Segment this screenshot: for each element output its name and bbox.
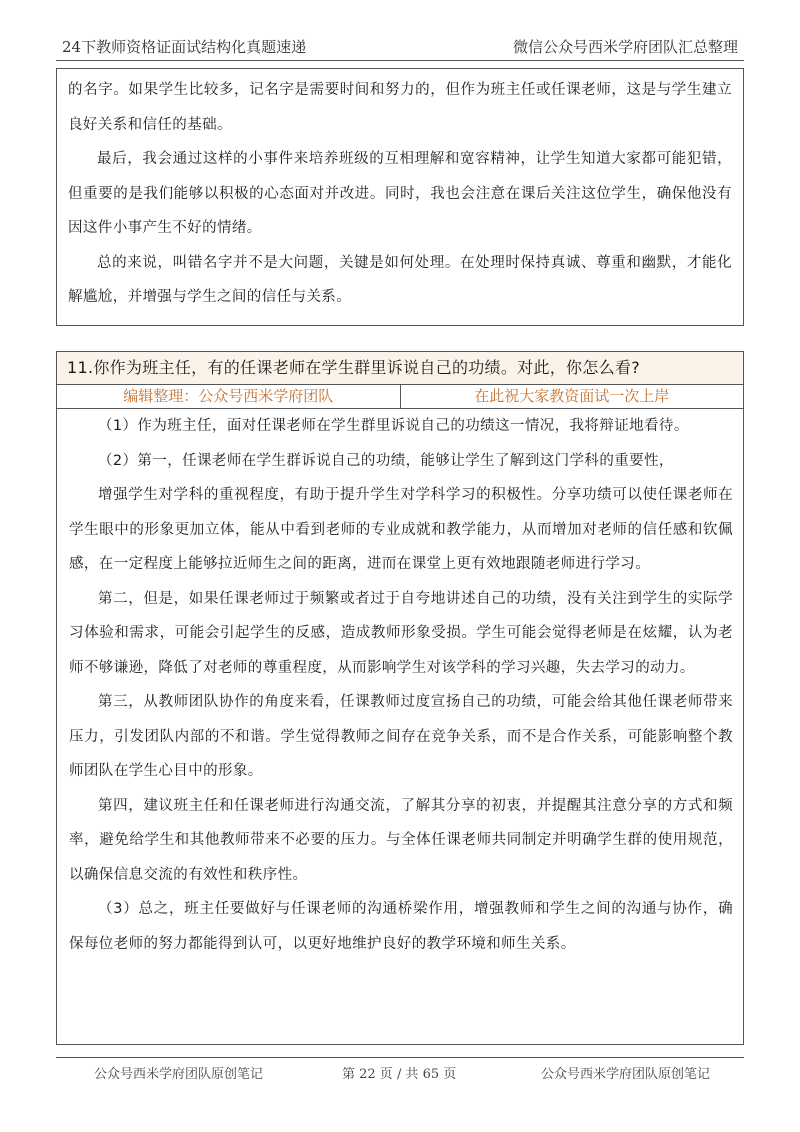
- footer-left-note: 公众号西米学府团队原创笔记: [94, 1067, 264, 1082]
- paragraph: 第二，但是，如果任课老师过于频繁或者过于自夸地讲述自己的功绩，没有关注到学生的实际学习体验和需求，可能会引起学生的反感，造成教师形象受损。学生可能会觉得老师是在炫耀，认为老师不够谦逊，降低了对老师的尊重程度，从而影响学生对该学科的学习兴趣，失去学习的动力。: [69, 590, 733, 676]
- paragraph: 最后，我会通过这样的小事件来培养班级的互相理解和宽容精神，让学生知道大家都可能犯错，但重要的是我们能够以积极的心态面对并改进。同时，我也会注意在课后关注这位学生，确保他没有因这件小事产生不好的情绪。: [68, 151, 732, 236]
- answer-continuation-box: [56, 68, 744, 326]
- footer-right-note: 公众号西米学府团队原创笔记: [540, 1067, 710, 1082]
- page-footer: [56, 1057, 744, 1084]
- paragraph: 第三，从教师团队协作的角度来看，任课教师过度宣扬自己的功绩，可能会给其他任课老师带来压力，引发团队内部的不和谐。学生觉得教师之间存在竞争关系，而不是合作关系，可能影响整个教师团队在学生心目中的形象。: [69, 694, 733, 779]
- question-title: 11.你作为班主任，有的任课老师在学生群里诉说自己的功绩。对此，你怎么看?: [57, 352, 743, 385]
- paragraph: 的名字。如果学生比较多，记名字是需要时间和努力的，但作为班主任或任课老师，这是与学生建立良好关系和信任的基础。: [68, 82, 732, 133]
- paragraph: （1）作为班主任，面对任课老师在学生群里诉说自己的功绩这一情况，我将辩证地看待。: [98, 418, 689, 434]
- paragraph: （3）总之，班主任要做好与任课老师的沟通桥梁作用，增强教师和学生之间的沟通与协作，确保每位老师的努力都能得到认可，以更好地维护良好的教学环境和师生关系。: [69, 901, 733, 952]
- paragraph: 增强学生对学科的重视程度，有助于提升学生对学科学习的积极性。分享功绩可以使任课老师在学生眼中的形象更加立体，能从中看到老师的专业成就和教学能力，从而增加对老师的信任感和钦佩感，在一定程度上能够拉近师生之间的距离，进而在课堂上更有效地跟随老师进行学习。: [69, 487, 733, 572]
- question-box: [56, 351, 744, 1045]
- page-number: 第 22 页 / 共 65 页: [342, 1067, 457, 1082]
- credit-row: [57, 385, 743, 409]
- answer-content: [57, 409, 743, 961]
- page-header: [56, 32, 744, 61]
- credit-editor: 编辑整理：公众号西米学府团队: [57, 385, 401, 408]
- header-source: 微信公众号西米学府团队汇总整理: [512, 38, 738, 56]
- credit-wish: 在此祝大家教资面试一次上岸: [474, 387, 670, 405]
- paragraph: 总的来说，叫错名字并不是大问题，关键是如何处理。在处理时保持真诚、尊重和幽默，才能化解尴尬，并增强与学生之间的信任与关系。: [68, 254, 732, 305]
- paragraph: （2）第一，任课老师在学生群诉说自己的功绩，能够让学生了解到这门学科的重要性，: [98, 452, 674, 469]
- paragraph: 第四，建议班主任和任课老师进行沟通交流，了解其分享的初衷，并提醒其注意分享的方式和频率，避免给学生和其他教师带来不必要的压力。与全体任课老师共同制定并明确学生群的使用规范，以确保信息交流的有效性和秩序性。: [69, 797, 733, 883]
- header-title: 24下教师资格证面试结构化真题速递: [62, 38, 307, 56]
